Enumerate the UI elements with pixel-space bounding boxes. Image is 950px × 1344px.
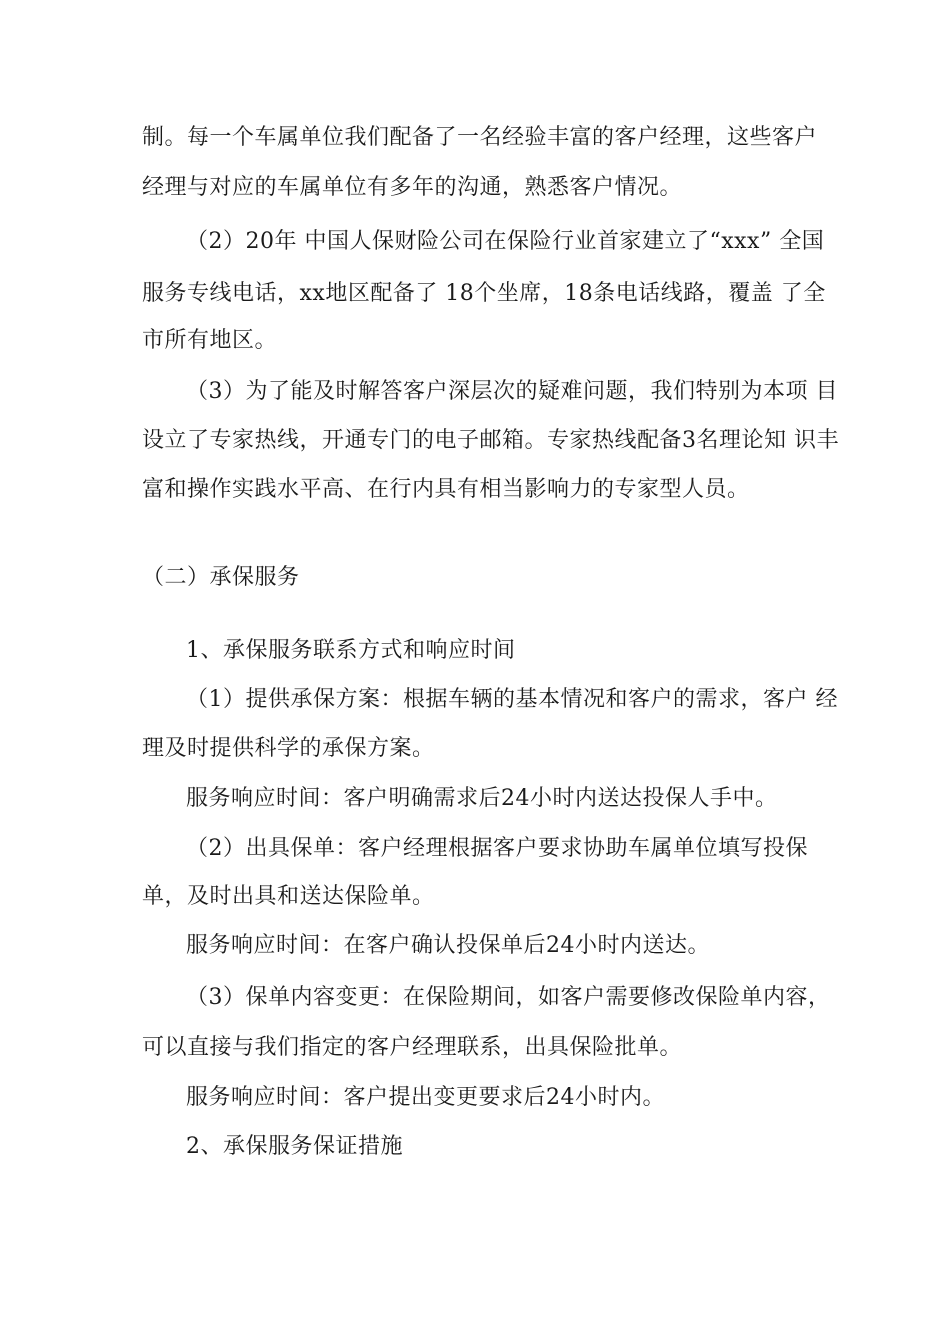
- body-text-line: （3）为了能及时解答客户深层次的疑难问题，我们特别为本项 目: [186, 379, 838, 404]
- body-text-line: 经理与对应的车属单位有多年的沟通，熟悉客户情况。: [142, 175, 683, 200]
- subsection-heading: 2、承保服务保证措施: [186, 1134, 403, 1159]
- body-text-line: 市所有地区。: [142, 328, 278, 353]
- body-text-line: （3）保单内容变更：在保险期间，如客户需要修改保险单内容，: [186, 985, 831, 1010]
- body-text-line: 单，及时出具和送达保险单。: [142, 884, 435, 909]
- body-text-line: 设立了专家热线，开通专门的电子邮箱。专家热线配备3名理论知 识丰: [142, 428, 839, 453]
- body-text-line: 服务响应时间：客户明确需求后24小时内送达投保人手中。: [186, 786, 778, 811]
- body-text-line: 服务响应时间：在客户确认投保单后24小时内送达。: [186, 933, 710, 958]
- subsection-heading: 1、承保服务联系方式和响应时间: [186, 638, 516, 663]
- body-text-line: 可以直接与我们指定的客户经理联系，出具保险批单。: [142, 1035, 683, 1060]
- body-text-line: 服务专线电话，xx地区配备了 18个坐席，18条电话线路，覆盖 了全: [142, 281, 826, 306]
- body-text-line: （2）出具保单：客户经理根据客户要求协助车属单位填写投保: [186, 836, 808, 861]
- body-text-line: 制。每一个车属单位我们配备了一名经验丰富的客户经理，这些客户: [142, 125, 818, 150]
- body-text-line: （1）提供承保方案：根据车辆的基本情况和客户的需求，客户 经: [186, 687, 838, 712]
- section-heading: （二）承保服务: [142, 565, 300, 590]
- body-text-line: 富和操作实践水平高、在行内具有相当影响力的专家型人员。: [142, 477, 750, 502]
- body-text-line: （2）20年 中国人保财险公司在保险行业首家建立了“xxx” 全国: [186, 229, 825, 254]
- body-text-line: 理及时提供科学的承保方案。: [142, 736, 435, 761]
- body-text-line: 服务响应时间：客户提出变更要求后24小时内。: [186, 1085, 665, 1110]
